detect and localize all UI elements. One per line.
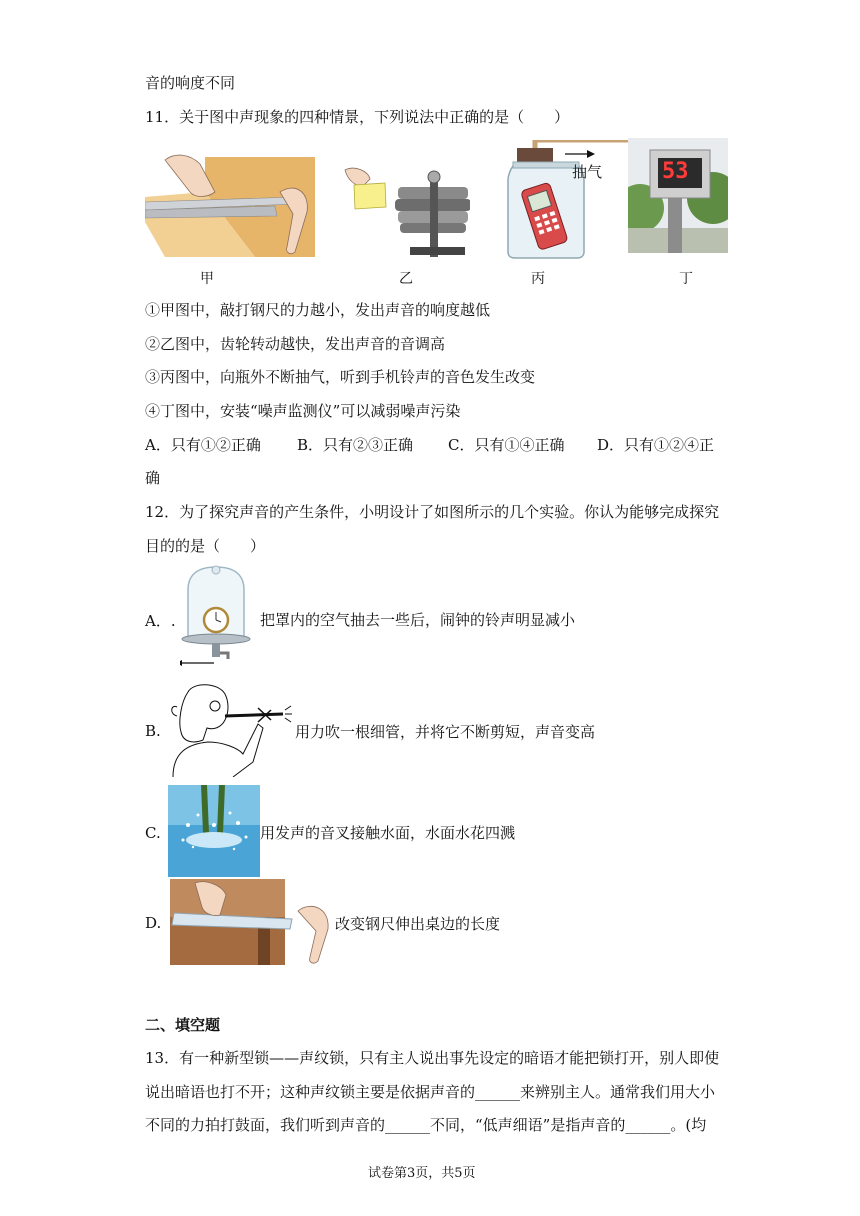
q11-statement-3: ③丙图中，向瓶外不断抽气，听到手机铃声的音色发生改变 bbox=[145, 368, 536, 386]
figure-jia-steel-ruler bbox=[145, 152, 315, 257]
q12-stem-line1: 12．为了探究声音的产生条件，小明设计了如图所示的几个实验。你认为能够完成探究 bbox=[145, 503, 720, 521]
q12-stem-line2: 目的的是（ ） bbox=[145, 537, 266, 555]
figure-d-ruler-on-table bbox=[170, 879, 335, 965]
q11-option-c: C．只有①④正确 bbox=[448, 436, 565, 454]
q11-statement-4: ④丁图中，安装“噪声监测仪”可以减弱噪声污染 bbox=[145, 402, 461, 420]
q13-line3: 不同的力拍打鼓面，我们听到声音的______不同，“低声细语”是指声音的______。(均 bbox=[145, 1116, 707, 1134]
q11-option-a: A．只有①②正确 bbox=[145, 436, 261, 454]
figure-b-blowing-tube bbox=[163, 682, 293, 777]
q12-option-c-text: 用发声的音叉接触水面，水面水花四溅 bbox=[260, 824, 516, 842]
q12-option-c-letter: C. bbox=[145, 824, 161, 842]
q13-line1: 13．有一种新型锁——声纹锁，只有主人说出事先设定的暗语才能把锁打开，别人即使 bbox=[145, 1049, 720, 1067]
q11-statement-2: ②乙图中，齿轮转动越快，发出声音的音调高 bbox=[145, 335, 446, 353]
figure-label-yi: 乙 bbox=[399, 271, 413, 287]
figure-label-jia: 甲 bbox=[200, 271, 214, 287]
pump-label: 抽气 bbox=[572, 163, 603, 181]
q12-option-d-letter: D. bbox=[145, 914, 162, 932]
q12-option-d-text: 改变钢尺伸出桌边的长度 bbox=[335, 915, 501, 933]
page-footer: 试卷第3页，共5页 bbox=[368, 1166, 476, 1181]
q11-stem: 11．关于图中声现象的四种情景，下列说法中正确的是（ ） bbox=[145, 108, 570, 126]
figure-yi-gears bbox=[340, 165, 470, 260]
section-title-fill-in: 二、填空题 bbox=[145, 1016, 221, 1034]
figure-ding-noise-monitor bbox=[628, 138, 728, 253]
q12-option-b-letter: B. bbox=[145, 722, 161, 740]
q12-option-a-text: 把罩内的空气抽去一些后，闹钟的铃声明显减小 bbox=[260, 611, 576, 629]
figure-bing-phone-in-jar bbox=[505, 140, 630, 260]
q13-line2: 说出暗语也打不开；这种声纹锁主要是依据声音的______来辨别主人。通常我们用大小 bbox=[145, 1083, 716, 1101]
top-line: 音的响度不同 bbox=[145, 74, 236, 92]
q11-option-b: B．只有②③正确 bbox=[297, 436, 414, 454]
q11-statement-1: ①甲图中，敲打钢尺的力越小，发出声音的响度越低 bbox=[145, 301, 491, 319]
q11-option-d-wrap: 确 bbox=[145, 469, 161, 487]
figure-label-ding: 丁 bbox=[679, 271, 693, 287]
q12-option-a-letter: A．. bbox=[145, 612, 176, 630]
figure-a-bell-jar bbox=[180, 565, 260, 670]
figure-label-bing: 丙 bbox=[531, 271, 545, 287]
q11-option-d: D．只有①②④正 bbox=[597, 436, 715, 454]
noise-display-value: 53 bbox=[662, 159, 689, 184]
q12-option-b-text: 用力吹一根细管，并将它不断剪短，声音变高 bbox=[295, 723, 596, 741]
figure-c-tuning-fork-water bbox=[168, 785, 260, 877]
